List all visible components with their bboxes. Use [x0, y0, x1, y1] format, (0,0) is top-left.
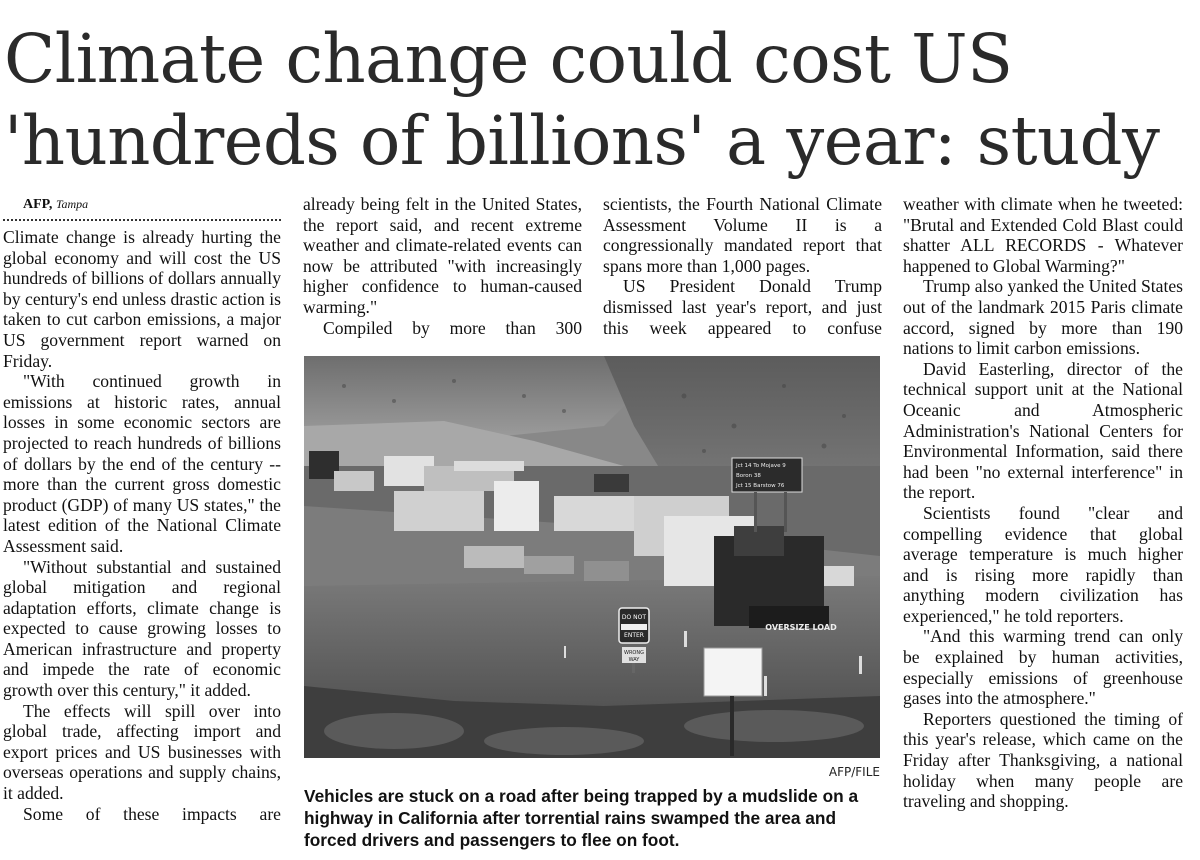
paragraph: Reporters questioned the timing of this year's release, which came on the Friday after Thanksgiving, a national holiday when many people are traveling and shopping.	[903, 708, 1183, 812]
svg-text:ENTER: ENTER	[624, 632, 644, 639]
byline-location: Tampa	[55, 197, 89, 211]
svg-text:DO NOT: DO NOT	[621, 614, 647, 621]
byline-agency: AFP,	[23, 197, 53, 212]
headline: Climate change could cost US 'hundreds of billions' a year: study	[4, 20, 1160, 180]
paragraph: Compiled by more than 300	[323, 317, 582, 338]
photo-credit: AFP/FILE	[828, 765, 880, 779]
article-column-3	[603, 194, 882, 338]
mudslide-photo-illustration	[304, 356, 880, 758]
paragraph: weather with climate when he tweeted: "Brutal and Extended Cold Blast could shatter ALL RECORDS - Whatever happened to Global Warming?"	[903, 194, 1183, 276]
svg-text:Jct 15 Barstow 76: Jct 15 Barstow 76	[736, 483, 785, 489]
truck-label: OVERSIZE LOAD	[765, 623, 837, 632]
paragraph: US President Donald Trump dismissed last year's report, and just this week appeared to confuse	[603, 276, 882, 338]
paragraph: The effects will spill over into global trade, affecting import and export prices and US businesses with overseas operations and supply chains, it added.	[3, 700, 281, 804]
paragraph: "Without substantial and sustained global mitigation and regional adaptation efforts, climate change is expected to cause growing losses to American infrastructure and property and impede the rate of economic growth over this century," it added.	[3, 556, 281, 701]
article-column-2	[303, 194, 582, 338]
paragraph: Climate change is already hurting the global economy and will cost the US hundreds of billions of dollars annually by century's end unless drastic action is taken to cut carbon emissions, a major US government report warned on Friday.	[3, 227, 281, 371]
paragraph: already being felt in the United States, the report said, and recent extreme weather and climate-related events can now be attributed "with increasingly higher confidence to human-caused warming."	[303, 194, 582, 317]
svg-text:WAY: WAY	[628, 657, 640, 663]
byline	[3, 194, 281, 215]
svg-text:WRONG: WRONG	[624, 650, 644, 656]
svg-text:Jct 14 To Mojave 9: Jct 14 To Mojave 9	[736, 463, 786, 469]
paragraph: David Easterling, director of the technical support unit at the National Oceanic and Atmospheric Administration's National Centers for Environmental Information, said there had been "no external interference" in the report.	[903, 358, 1183, 503]
svg-text:Boron 38: Boron 38	[736, 473, 761, 479]
paragraph: Scientists found "clear and compelling evidence that global average temperature is much higher and is rising more rapidly than anything modern civilization has experienced," he told reporters.	[903, 502, 1183, 626]
paragraph: Some of these impacts are	[23, 803, 281, 824]
paragraph: "With continued growth in emissions at historic rates, annual losses in some economic sectors are projected to reach hundreds of billions of dollars by the end of the century -- more than the current gross domestic product (GDP) of many US states," the latest edition of the National Climate Assessment said.	[3, 371, 281, 556]
news-photo	[304, 356, 880, 758]
paragraph: Trump also yanked the United States out of the landmark 2015 Paris climate accord, signed by more than 190 nations to limit carbon emissions.	[903, 276, 1183, 359]
paragraph: scientists, the Fourth National Climate Assessment Volume II is a congressionally mandated report that spans more than 1,000 pages.	[603, 194, 882, 276]
article-column-1	[3, 194, 281, 824]
byline-divider	[3, 219, 281, 221]
article-column-4	[903, 194, 1183, 812]
photo-caption: Vehicles are stuck on a road after being trapped by a mudslide on a highway in California after torrential rains swamped the area and forced drivers and passengers to flee on foot.	[304, 786, 859, 850]
paragraph: "And this warming trend can only be explained by human activities, especially emissions of greenhouse gases into the atmosphere."	[903, 626, 1183, 709]
